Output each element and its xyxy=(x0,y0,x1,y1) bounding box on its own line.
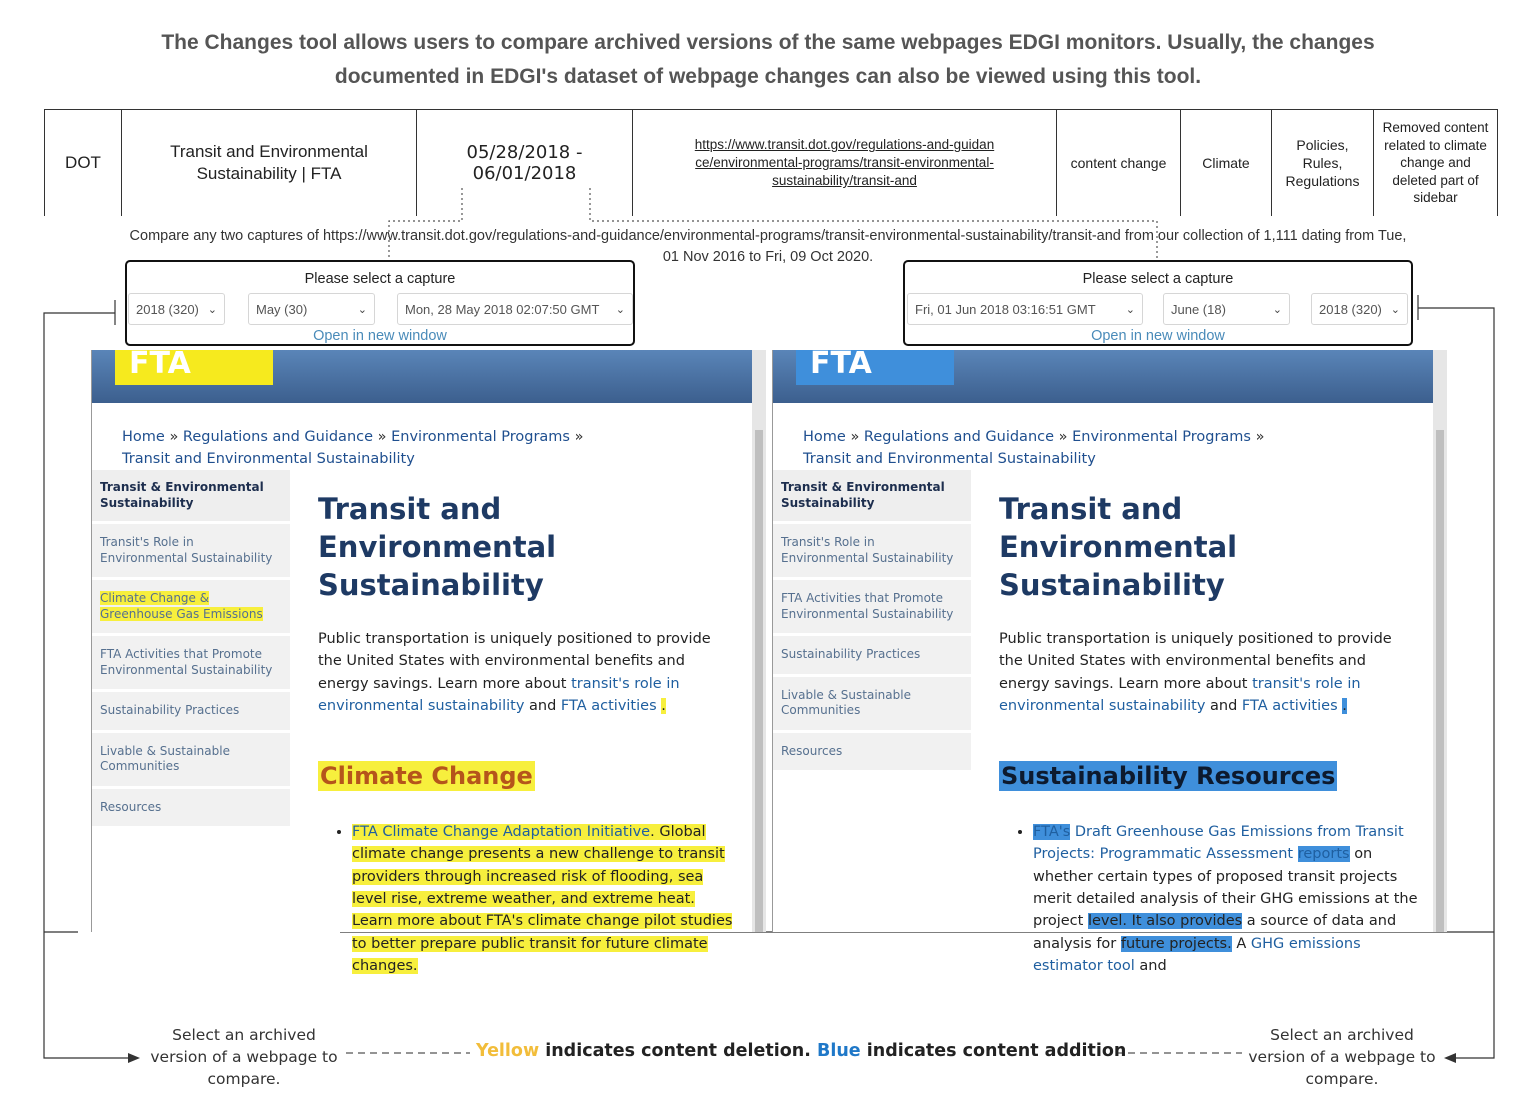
left-capture-selector xyxy=(125,260,635,346)
chevron-down-icon: ⌄ xyxy=(1272,303,1282,316)
sidebar-item-resources[interactable]: Resources xyxy=(773,733,971,771)
right-capture-selector xyxy=(903,260,1413,346)
bullet-text: a source of data and analysis for xyxy=(1033,913,1397,952)
right-month-value: June (18) xyxy=(1171,301,1226,317)
fta-activities-link[interactable]: FTA activities xyxy=(560,697,657,714)
right-year-value: 2018 (320) xyxy=(1319,301,1382,317)
deleted-period: . xyxy=(661,697,666,714)
legend-deletion: indicates content deletion. xyxy=(545,1041,811,1061)
right-capture-title: Please select a capture xyxy=(1082,271,1234,287)
category-cell: Policies, Rules, Regulations xyxy=(1272,110,1374,216)
sidebar-item-fta-activities[interactable]: FTA Activities that Promote Environmental Sustainability xyxy=(92,636,290,689)
intro-and: and xyxy=(529,697,557,714)
right-scrollbar[interactable] xyxy=(1433,350,1447,932)
breadcrumb-separator: » xyxy=(1255,429,1265,445)
breadcrumb-regulations[interactable]: Regulations and Guidance xyxy=(182,429,374,445)
page-url-link[interactable]: https://www.transit.dot.gov/regulations-and-guidance/environmental-programs/transit-environmental-sustainability/transit-and xyxy=(694,137,995,188)
breadcrumb-regulations[interactable]: Regulations and Guidance xyxy=(863,429,1055,445)
left-page-frame[interactable] xyxy=(91,346,766,974)
topic-cell: Climate xyxy=(1181,110,1272,216)
right-year-select[interactable] xyxy=(1311,293,1408,325)
left-month-select[interactable] xyxy=(248,293,375,325)
chevron-down-icon: ⌄ xyxy=(357,303,367,316)
headline-line-2: documented in EDGI's dataset of webpage changes can also be viewed using this tool. xyxy=(334,65,1202,88)
right-article xyxy=(999,490,1419,977)
right-site-header xyxy=(773,346,1433,403)
breadcrumb-separator: » xyxy=(169,429,179,445)
intro-text: Public transportation is uniquely positioned to provide the United States with environmental benefits and energy savings. Learn more about xyxy=(318,631,711,692)
right-sidebar xyxy=(773,470,971,773)
right-capture-select[interactable] xyxy=(907,293,1143,325)
added-text: level. It also provides xyxy=(1087,913,1243,930)
date-range-cell: 05/28/2018 - 06/01/2018 xyxy=(417,110,633,216)
legend-blue: Blue xyxy=(816,1041,861,1061)
deleted-section-heading: Climate Change xyxy=(320,762,533,791)
left-scroll-thumb[interactable] xyxy=(755,430,763,932)
chevron-down-icon: ⌄ xyxy=(1390,303,1400,316)
breadcrumb-current[interactable]: Transit and Environmental Sustainability xyxy=(122,451,415,467)
sidebar-item-climate-change[interactable] xyxy=(92,580,290,633)
change-type-cell: content change xyxy=(1057,110,1181,216)
added-text[interactable]: reports xyxy=(1297,846,1350,863)
page-title: Transit and Environmental Sustainability xyxy=(318,492,557,602)
fta-logo: FTA xyxy=(115,350,273,385)
page-title: Transit and Environmental Sustainability xyxy=(999,492,1238,602)
draft-ghg-report-link[interactable]: Draft Greenhouse Gas Emissions from Transit Projects: Programmatic Assessment xyxy=(1033,824,1404,863)
right-bullet-list xyxy=(999,821,1419,977)
transit-role-link[interactable]: transit's role in environmental sustainability xyxy=(999,675,1361,714)
sidebar-item-transit-env[interactable]: Transit & Environmental Sustainability xyxy=(773,470,971,521)
left-capture-value: Mon, 28 May 2018 02:07:50 GMT xyxy=(405,301,600,317)
left-scrollbar[interactable] xyxy=(752,350,766,932)
breadcrumb-separator: » xyxy=(1058,429,1068,445)
left-breadcrumb xyxy=(122,426,642,470)
breadcrumb-environmental[interactable]: Environmental Programs xyxy=(391,429,570,445)
left-caption: Select an archived version of a webpage to compare. xyxy=(150,1026,338,1088)
bullet-text: and xyxy=(1139,957,1167,974)
left-month-value: May (30) xyxy=(256,301,308,317)
added-text[interactable]: FTA's xyxy=(1033,824,1071,841)
fta-logo: FTA xyxy=(796,350,954,385)
legend-addition: indicates content addition xyxy=(866,1041,1127,1061)
deleted-sidebar-label: Climate Change & Greenhouse Gas Emissions xyxy=(100,591,263,621)
right-scroll-thumb[interactable] xyxy=(1436,430,1444,932)
bullet-text: on whether certain types of proposed transit projects merit detailed analysis of their GHG emissions at the project xyxy=(1033,846,1418,930)
breadcrumb-home[interactable]: Home xyxy=(803,429,846,445)
chevron-down-icon: ⌄ xyxy=(1125,303,1135,316)
right-caption: Select an archived version of a webpage to compare. xyxy=(1248,1026,1436,1088)
transit-role-link[interactable]: transit's role in environmental sustainability xyxy=(318,675,680,714)
right-open-new-window-link[interactable]: Open in new window xyxy=(1091,328,1225,344)
site-name-cell: Transit and Environmental Sustainability | FTA xyxy=(122,110,417,216)
fta-activities-link[interactable]: FTA activities xyxy=(1241,697,1338,714)
left-year-value: 2018 (320) xyxy=(136,301,199,317)
sidebar-item-transit-role[interactable]: Transit's Role in Environmental Sustainability xyxy=(92,524,290,577)
sidebar-item-livable-communities[interactable]: Livable & Sustainable Communities xyxy=(773,677,971,730)
headline-line-1: The Changes tool allows users to compare archived versions of the same webpages EDGI monitors. Usually, the changes xyxy=(161,31,1375,54)
right-breadcrumb xyxy=(803,426,1323,470)
sidebar-item-resources[interactable]: Resources xyxy=(92,789,290,827)
legend-yellow: Yellow xyxy=(476,1041,540,1061)
left-bullet-list xyxy=(318,821,738,977)
highlight-legend xyxy=(476,1041,1126,1061)
left-open-new-window-link[interactable]: Open in new window xyxy=(313,328,447,344)
breadcrumb-environmental[interactable]: Environmental Programs xyxy=(1072,429,1251,445)
left-article xyxy=(318,490,738,977)
added-section-heading: Sustainability Resources xyxy=(1001,762,1336,791)
compare-line-2: 01 Nov 2016 to Fri, 09 Oct 2020. xyxy=(662,249,874,265)
list-item xyxy=(1033,821,1419,977)
breadcrumb-separator: » xyxy=(850,429,860,445)
added-text: future projects. xyxy=(1120,935,1232,952)
ghg-estimator-link[interactable]: GHG emissions estimator tool xyxy=(1033,935,1361,974)
intro-text: Public transportation is uniquely positioned to provide the United States with environmental benefits and energy savings. Learn more about xyxy=(999,631,1392,692)
agency-cell: DOT xyxy=(45,110,122,216)
breadcrumb-separator: » xyxy=(377,429,387,445)
right-month-select[interactable] xyxy=(1163,293,1290,325)
left-sidebar xyxy=(92,470,290,829)
left-year-select[interactable] xyxy=(128,293,225,325)
compare-line-1: Compare any two captures of https://www.transit.dot.gov/regulations-and-guidance/environmental-programs/transit-environmental-sustainability/transit-and from our collection of 1,111 dating from Tue, xyxy=(129,228,1407,244)
breadcrumb-home[interactable]: Home xyxy=(122,429,165,445)
sidebar-item-transit-role[interactable]: Transit's Role in Environmental Sustainability xyxy=(773,524,971,577)
breadcrumb-separator: » xyxy=(574,429,584,445)
description-cell: Removed content related to climate change and deleted part of sidebar xyxy=(1382,120,1489,206)
bullet-text: A xyxy=(1236,935,1247,952)
chevron-down-icon: ⌄ xyxy=(207,303,217,316)
intro-paragraph xyxy=(999,628,1419,717)
sidebar-item-sustainability-practices[interactable]: Sustainability Practices xyxy=(92,692,290,730)
sidebar-item-sustainability-practices[interactable]: Sustainability Practices xyxy=(773,636,971,674)
sidebar-item-livable-communities[interactable]: Livable & Sustainable Communities xyxy=(92,733,290,786)
chevron-down-icon: ⌄ xyxy=(615,303,625,316)
left-capture-select[interactable] xyxy=(397,293,633,325)
right-page-frame[interactable] xyxy=(772,346,1447,974)
sidebar-item-fta-activities[interactable]: FTA Activities that Promote Environmental Sustainability xyxy=(773,580,971,633)
right-capture-value: Fri, 01 Jun 2018 03:16:51 GMT xyxy=(915,301,1096,317)
left-capture-title: Please select a capture xyxy=(304,271,456,287)
list-item xyxy=(352,821,738,977)
breadcrumb-current[interactable]: Transit and Environmental Sustainability xyxy=(803,451,1096,467)
added-period: . xyxy=(1342,697,1347,714)
left-site-header xyxy=(92,346,752,403)
intro-paragraph xyxy=(318,628,738,717)
intro-and: and xyxy=(1210,697,1238,714)
climate-adaptation-link[interactable]: FTA Climate Change Adaptation Initiative xyxy=(352,824,651,841)
sidebar-item-transit-env[interactable]: Transit & Environmental Sustainability xyxy=(92,470,290,521)
deleted-bullet-text: . Global climate change presents a new challenge to transit providers through increased risk of flooding, sea level rise, extreme weather, and extreme heat. Learn more about FTA's climate change pilot studies to better prepare public transit for future climate changes. xyxy=(352,824,733,974)
